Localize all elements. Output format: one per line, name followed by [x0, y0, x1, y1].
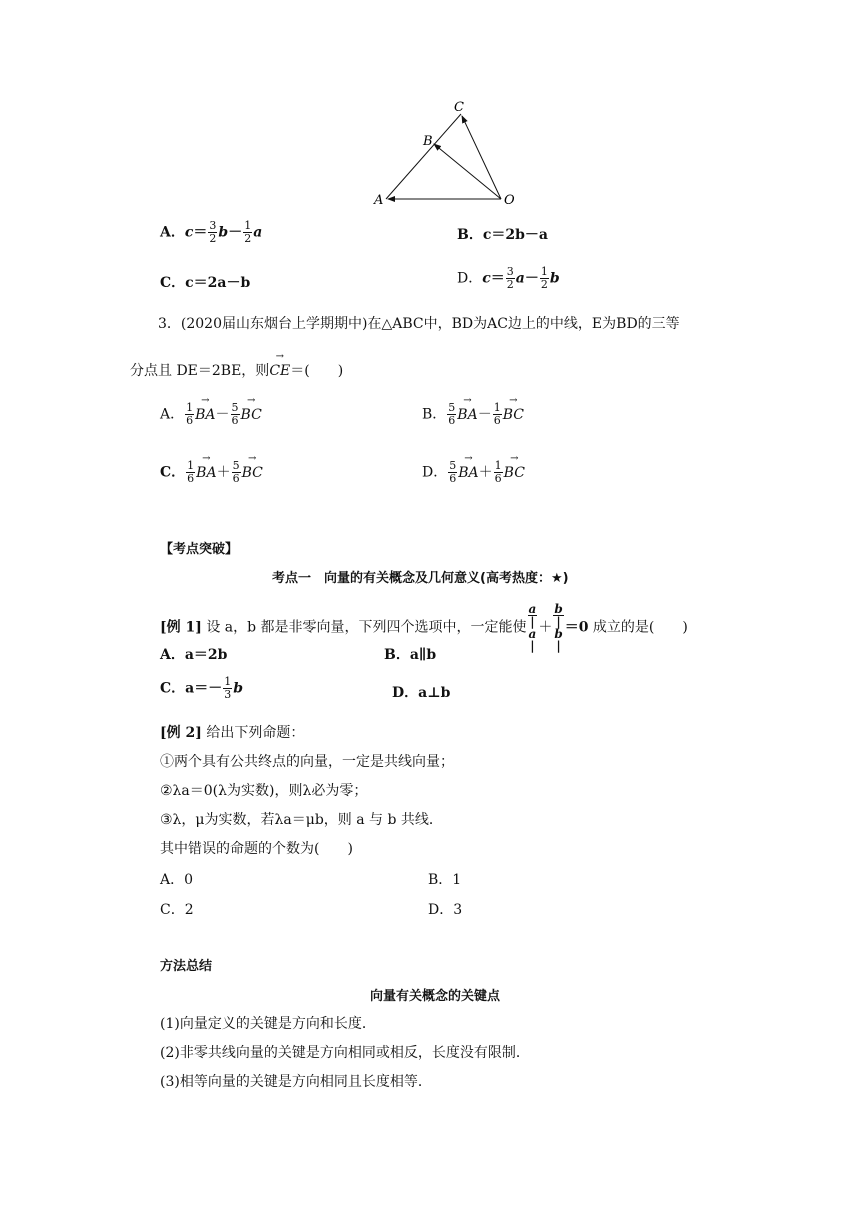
vector-BC: → BC — [242, 465, 263, 481]
vector-BC: → BC — [504, 465, 525, 481]
section-subtitle: 考点一 向量的有关概念及几何意义(高考热度：★) — [272, 571, 569, 586]
label-A: A — [374, 193, 384, 208]
example-2-option-C[interactable]: C．2 — [160, 902, 194, 918]
example-2-stem — [160, 722, 304, 742]
vector-BA: → BA — [196, 465, 216, 481]
q3-stem-pre: 分点且 DE＝2BE，则 — [130, 363, 270, 379]
method-line-1: (1)向量定义的关键是方向和长度． — [160, 1016, 376, 1032]
example-1-option-A[interactable]: A．a＝2b — [160, 647, 228, 663]
q3-option-C[interactable]: C． $\frac{1}{6}$ → BA＋ $\frac{5}{6}$ → BC — [160, 460, 263, 485]
vector-CE: → CE — [269, 363, 290, 379]
example-1-tag: [例 1] — [160, 619, 202, 636]
example-1-C-pre: C．a＝－ — [160, 680, 223, 697]
example-1-stem-pre: 设 a，b 都是非零向量，下列四个选项中，一定能使 — [206, 619, 527, 636]
q2-option-D[interactable]: D．c＝ $\frac{3}{2}$ a－ $\frac{1}{2}$ b — [457, 265, 560, 291]
q3-D-label: D． — [422, 464, 448, 481]
example-2-question: 其中错误的命题的个数为( ) — [160, 841, 353, 857]
q2-option-C[interactable] — [160, 272, 250, 292]
q3-stem-line2 — [130, 360, 343, 380]
example-2-tag: [例 2] — [160, 725, 202, 741]
label-C: C — [454, 100, 464, 115]
q2-option-B[interactable] — [457, 224, 548, 244]
vector-BA: → BA — [457, 407, 477, 423]
q2-C-expr: c＝2a－b — [185, 275, 251, 291]
example-1-option-D[interactable]: D．a⊥b — [392, 685, 451, 701]
example-2-option-B[interactable]: B．1 — [428, 872, 462, 888]
method-line-3: (3)相等向量的关键是方向相同且长度相等． — [160, 1074, 432, 1090]
section-title: 【考点突破】 — [160, 542, 239, 557]
label-B: B — [423, 134, 433, 149]
vector-BC: → BC — [241, 407, 262, 423]
method-subtitle: 向量有关概念的关键点 — [370, 989, 501, 1004]
vector-BA: → BA — [458, 465, 478, 481]
q3-B-label: B． — [422, 406, 447, 423]
example-1-option-B[interactable]: B．a∥b — [384, 647, 437, 663]
example-2-prop-1: ①两个具有公共终点的向量，一定是共线向量； — [160, 754, 454, 770]
q2-option-A[interactable]: A．c＝ $\frac{3}{2}$ b－ $\frac{1}{2}$ a — [160, 219, 263, 245]
example-2-option-A[interactable]: A．0 — [160, 872, 194, 888]
vector-BC: → BC — [503, 407, 524, 423]
triangle-vector-figure — [370, 98, 530, 212]
q3-option-D[interactable]: D． $\frac{5}{6}$ → BA＋ $\frac{1}{6}$ → BC — [422, 460, 525, 485]
q2-B-expr: c＝2b－a — [482, 227, 548, 243]
method-title: 方法总结 — [160, 959, 213, 974]
vector-BA: → BA — [195, 407, 215, 423]
example-2-prop-3: ③λ，μ为实数，若λa＝μb，则 a 与 b 共线． — [160, 812, 443, 828]
q2-D-label: D． — [457, 270, 483, 287]
vector-OC — [462, 116, 501, 199]
example-1-stem-post: 成立的是( ) — [592, 619, 688, 636]
q3-option-A[interactable]: A． $\frac{1}{6}$ → BA－ $\frac{5}{6}$ → BC — [160, 402, 262, 427]
label-O: O — [504, 193, 515, 208]
method-line-2: (2)非零共线向量的关键是方向相同或相反，长度没有限制． — [160, 1045, 530, 1061]
example-2-option-D[interactable]: D．3 — [428, 902, 463, 918]
q3-option-B[interactable]: B． $\frac{5}{6}$ → BA－ $\frac{1}{6}$ → BC — [422, 402, 524, 427]
q3-C-label: C． — [160, 464, 186, 481]
vector-OB — [434, 144, 501, 199]
example-2-stem-text: 给出下列命题： — [206, 725, 305, 741]
q2-A-label: A． — [160, 224, 185, 241]
q3-A-label: A． — [160, 406, 185, 423]
q2-B-label: B． — [457, 227, 483, 243]
q3-stem-post: ＝( ) — [290, 363, 344, 379]
q3-stem-line1: 3．(2020届山东烟台上学期期中)在△ABC中，BD为AC边上的中线，E为BD的三等 — [158, 316, 680, 332]
example-1-option-C[interactable]: C．a＝－ $\frac{1}{3}$ b — [160, 675, 244, 701]
example-2-prop-2: ②λa＝0(λ为实数)，则λ必为零； — [160, 783, 368, 799]
q2-C-label: C． — [160, 275, 186, 291]
example-1-stem: [例 1] 设 a，b 都是非零向量，下列四个选项中，一定能使 a | a | ＋ b | b | ＝0 成立的是( ) — [160, 602, 688, 653]
